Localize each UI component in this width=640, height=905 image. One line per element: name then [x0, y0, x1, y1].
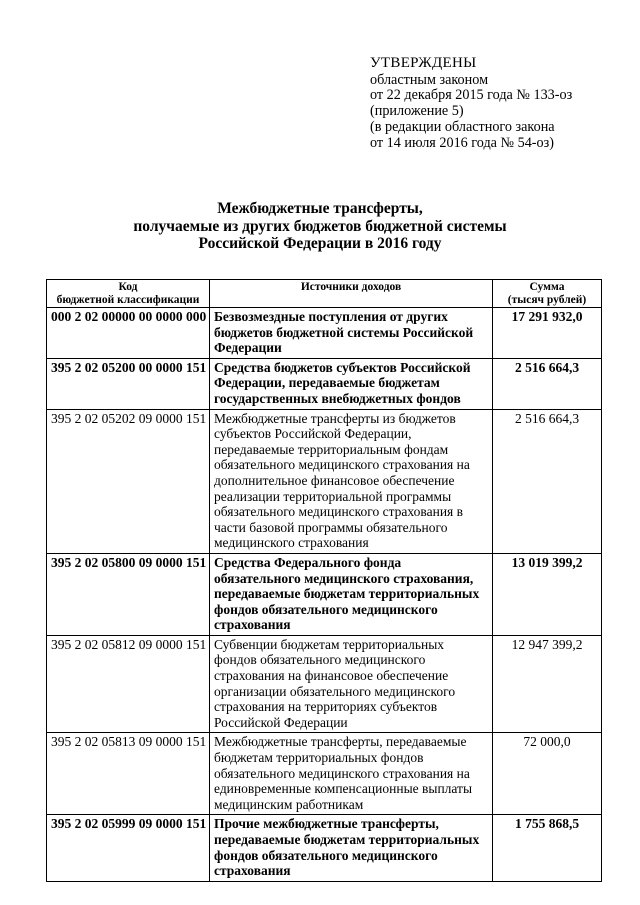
row-code: 395 2 02 05813 09 0000 151	[47, 733, 210, 815]
row-source: Средства Федерального фонда обязательного медицинского страхования, передаваемые бюджетам территориальных фондов обязательного медицинского страхования	[210, 553, 493, 635]
table-row	[47, 409, 602, 553]
row-source: Средства бюджетов субъектов Российской Федерации, передаваемые бюджетам государственных внебюджетных фондов	[210, 358, 493, 409]
row-amount: 72 000,0	[493, 733, 602, 815]
row-source: Субвенции бюджетам территориальных фондов обязательного медицинского страхования на финансовое обеспечение организации обязательного медицинского страхования на территориях субъектов Российской Федерации	[210, 635, 493, 733]
table-row	[47, 733, 602, 815]
title-line: Российской Федерации в 2016 году	[198, 235, 442, 252]
row-source: Межбюджетные трансферты, передаваемые бюджетам территориальных фондов обязательного медицинского страхования на единовременные компенсационные выплаты медицинским работникам	[210, 733, 493, 815]
row-code: 395 2 02 05800 09 0000 151	[47, 553, 210, 635]
approval-line: от 14 июля 2016 года № 54-оз)	[370, 134, 554, 151]
row-code: 395 2 02 05999 09 0000 151	[47, 815, 210, 881]
header-amount-line: Сумма	[529, 281, 565, 293]
table-row	[47, 553, 602, 635]
title-line: Межбюджетные трансферты,	[217, 200, 423, 217]
table-header-row	[47, 280, 602, 308]
header-code-line: Код	[118, 281, 138, 293]
header-source	[210, 280, 493, 308]
table-row	[47, 308, 602, 359]
title-line: получаемые из других бюджетов бюджетной системы	[133, 217, 507, 235]
header-amount	[493, 280, 602, 308]
approval-line: (в редакции областного закона	[370, 118, 555, 135]
row-amount: 17 291 932,0	[493, 308, 602, 359]
table-row	[47, 815, 602, 881]
row-code: 395 2 02 05200 00 0000 151	[47, 358, 210, 409]
row-code: 395 2 02 05202 09 0000 151	[47, 409, 210, 553]
header-source-label: Источники доходов	[300, 281, 402, 293]
row-code: 000 2 02 00000 00 0000 000	[47, 308, 210, 359]
header-code	[47, 280, 210, 308]
table-row	[47, 358, 602, 409]
table-row	[47, 635, 602, 733]
row-code: 395 2 02 05812 09 0000 151	[47, 635, 210, 733]
approval-line: (приложение 5)	[370, 103, 464, 120]
row-amount: 13 019 399,2	[493, 553, 602, 635]
row-amount: 2 516 664,3	[493, 409, 602, 553]
row-source: Межбюджетные трансферты из бюджетов субъектов Российской Федерации, передаваемые территориальным фондам обязательного медицинского страхования на дополнительное финансовое обеспечение реализации территориальной программы обязательного медицинского страхования в части базовой программы обязательного медицинского страхования	[210, 409, 493, 553]
transfers-table	[46, 279, 602, 882]
row-amount: 1 755 868,5	[493, 815, 602, 881]
header-amount-line: (тысяч рублей)	[507, 293, 587, 306]
approval-line: областным законом	[370, 71, 489, 88]
approval-block	[370, 56, 572, 151]
document-title	[130, 200, 510, 253]
row-amount: 2 516 664,3	[493, 358, 602, 409]
row-source: Прочие межбюджетные трансферты, передаваемые бюджетам территориальных фондов обязательного медицинского страхования	[210, 815, 493, 881]
row-source: Безвозмездные поступления от других бюджетов бюджетной системы Российской Федерации	[210, 308, 493, 359]
row-amount: 12 947 399,2	[493, 635, 602, 733]
header-code-line: бюджетной классификации	[56, 293, 200, 306]
approval-line: от 22 декабря 2015 года № 133-оз	[370, 87, 573, 104]
approval-heading: УТВЕРЖДЕНЫ	[370, 55, 477, 71]
